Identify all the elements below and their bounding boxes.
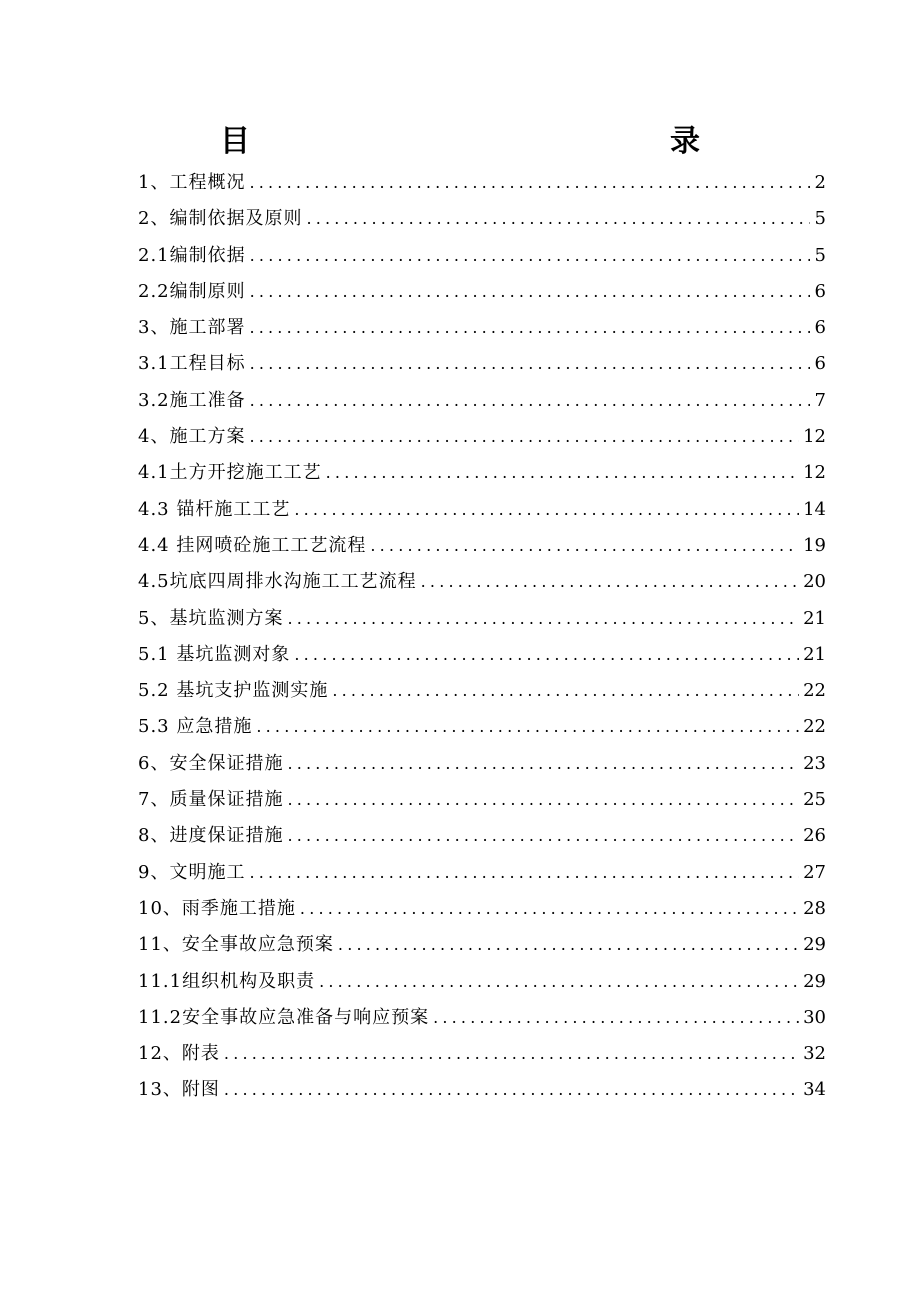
toc-entry[interactable] [138,383,826,419]
toc-entry-page: 7 [814,389,826,411]
toc-entry[interactable] [138,709,826,745]
toc-entry[interactable] [138,637,826,673]
page-title: 目 录 [220,124,820,159]
toc-entry-page: 34 [803,1079,826,1101]
toc-entry-label: 4.3 锚杆施工工艺 [138,498,291,520]
dot-leader [332,673,799,709]
dot-leader [250,383,810,419]
toc-entry-page: 6 [814,317,826,339]
toc-entry-page: 6 [814,280,826,302]
toc-entry[interactable] [138,1072,826,1108]
toc-entry-page: 23 [803,752,826,774]
dot-leader [287,818,799,854]
toc-entry-page: 5 [814,244,826,266]
dot-leader [287,601,799,637]
dot-leader [370,528,799,564]
toc-entry-label: 2.2编制原则 [138,280,246,302]
toc-entry-page: 2 [814,172,826,193]
toc-entry[interactable] [138,891,826,927]
dot-leader [249,855,799,891]
toc-entry-label: 6、安全保证措施 [138,752,284,774]
toc-entry[interactable] [138,274,826,310]
toc-entry[interactable] [138,964,826,1000]
toc-entry[interactable] [138,238,826,274]
toc-entry-page: 5 [814,208,826,230]
toc-entry[interactable] [138,927,826,963]
toc-entry-label: 7、质量保证措施 [138,789,284,811]
toc-entry-page: 28 [803,897,826,919]
toc-entry-label: 10、雨季施工措施 [138,897,296,919]
toc-entry-page: 6 [814,353,826,375]
toc-entry-label: 4.4 挂网喷砼施工工艺流程 [138,534,367,556]
toc-entry-page: 25 [803,789,826,811]
toc-entry[interactable] [138,528,826,564]
toc-entry-page: 12 [803,426,826,448]
dot-leader [256,709,799,745]
dot-leader [250,274,810,310]
toc-entry-page: 14 [803,498,826,520]
toc-entry[interactable] [138,746,826,782]
dot-leader [294,492,799,528]
toc-entry-page: 19 [803,534,826,556]
toc-entry[interactable] [138,419,826,455]
toc-entry[interactable] [138,855,826,891]
dot-leader [338,927,799,963]
toc-entry[interactable] [138,601,826,637]
toc-entry[interactable] [138,310,826,346]
toc-entry-label: 11.1组织机构及职责 [138,970,316,992]
toc-entry[interactable] [138,346,826,382]
dot-leader [306,201,810,237]
toc-entry[interactable] [138,818,826,854]
toc-entry-label: 13、附图 [138,1079,220,1101]
toc-entry[interactable] [138,1036,826,1072]
toc-entry-label: 2.1编制依据 [138,244,246,266]
dot-leader [249,419,799,455]
toc-entry-page: 22 [803,716,826,738]
toc-entry-page: 32 [803,1043,826,1065]
toc-entry-page: 30 [803,1006,826,1028]
dot-leader [287,746,799,782]
dot-leader [433,1000,799,1036]
toc-entry-label: 5.2 基坑支护监测实施 [138,680,329,702]
table-of-contents [138,165,826,1109]
toc-entry-page: 26 [803,825,826,847]
toc-entry-page: 22 [803,680,826,702]
toc-entry-label: 11、安全事故应急预案 [138,934,334,956]
dot-leader [224,1036,799,1072]
toc-entry-page: 20 [803,571,826,593]
toc-entry[interactable] [138,455,826,491]
dot-leader [249,310,810,346]
toc-entry-label: 3、施工部署 [138,317,246,339]
toc-entry[interactable] [138,782,826,818]
toc-entry-page: 29 [803,970,826,992]
toc-entry-label: 8、进度保证措施 [138,825,284,847]
toc-entry-label: 3.2施工准备 [138,389,246,411]
dot-leader [319,964,799,1000]
toc-entry-label: 9、文明施工 [138,861,246,883]
toc-entry-label: 2、编制依据及原则 [138,208,303,230]
toc-entry-label: 3.1工程目标 [138,353,246,375]
toc-entry-label: 4.1土方开挖施工工艺 [138,462,322,484]
toc-entry-label: 5、基坑监测方案 [138,607,284,629]
toc-entry-label: 4、施工方案 [138,426,246,448]
toc-entry[interactable] [138,1000,826,1036]
toc-entry-label: 4.5坑底四周排水沟施工工艺流程 [138,571,417,593]
toc-entry-page: 27 [803,861,826,883]
toc-entry-page: 12 [803,462,826,484]
toc-entry-page: 21 [803,607,826,629]
toc-entry[interactable] [138,564,826,600]
dot-leader [250,346,810,382]
toc-entry-label: 5.3 应急措施 [138,716,253,738]
toc-entry[interactable] [138,673,826,709]
toc-entry-label: 1、工程概况 [138,172,246,193]
toc-entry-label: 5.1 基坑监测对象 [138,643,291,665]
dot-leader [250,238,810,274]
toc-entry-page: 21 [803,643,826,665]
dot-leader [326,455,799,491]
dot-leader [249,165,810,201]
dot-leader [300,891,799,927]
dot-leader [294,637,799,673]
toc-entry[interactable] [138,165,826,201]
dot-leader [224,1072,799,1108]
dot-leader [287,782,799,818]
toc-entry-label: 11.2安全事故应急准备与响应预案 [138,1006,430,1028]
dot-leader [421,564,799,600]
toc-entry[interactable] [138,201,826,237]
toc-entry-label: 12、附表 [138,1043,220,1065]
toc-entry-page: 29 [803,934,826,956]
toc-entry[interactable] [138,492,826,528]
